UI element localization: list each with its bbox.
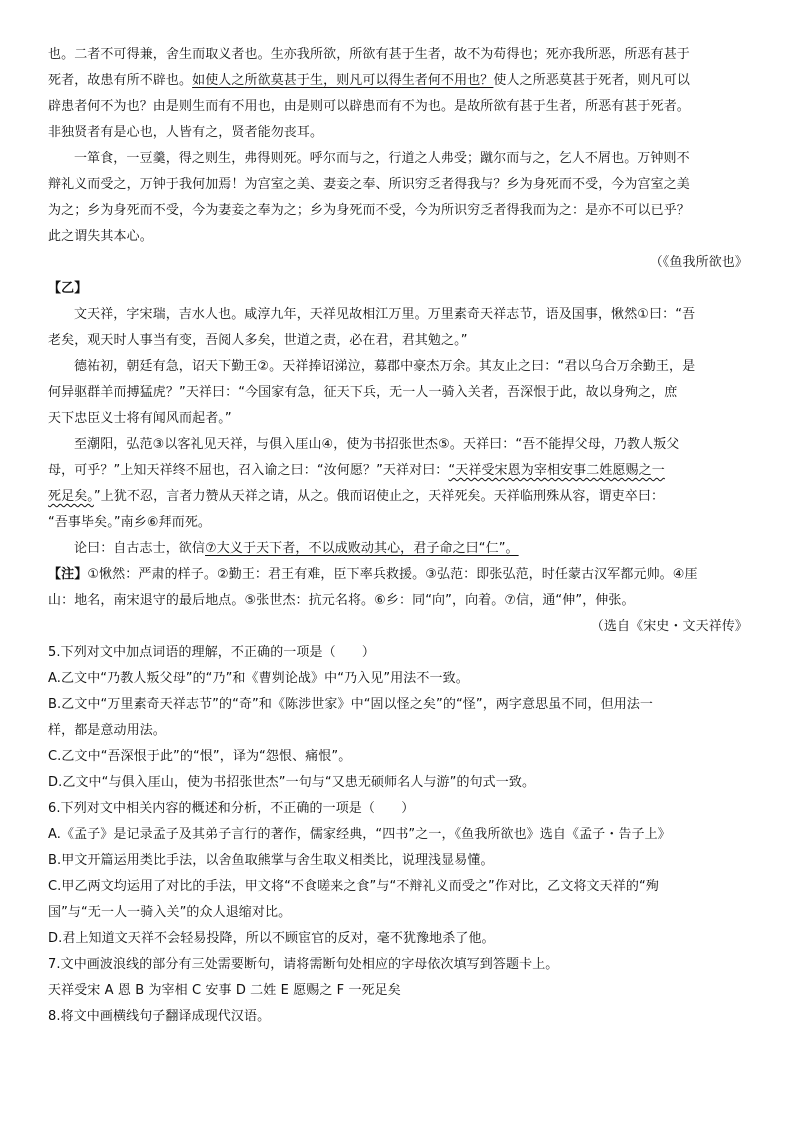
notes-label: 【注】 — [48, 567, 88, 582]
passage-a-line: 非独贤者有是心也，人皆有之，贤者能勿丧耳。 — [48, 125, 324, 140]
passage-b-line: 何异驱群羊而搏猛虎？”天祥曰：“今国家有急，征天下兵，无一人一骑入关者，吾深恨于此，故以身殉之，庶 — [48, 385, 678, 400]
passage-b-line: 老矣，观天时人事当有变，吾阅人多矣，世道之责，必在君，君其勉之。” — [48, 333, 468, 348]
wavy-underlined-text: 死足矣。 — [48, 489, 94, 504]
passage-a-line — [48, 68, 748, 94]
q6-option-a: A.《孟子》是记录孟子及其弟子言行的著作，儒家经典，“四书”之一，《鱼我所欲也》选自《孟子・告子上》 — [48, 827, 671, 842]
q5-option-a: A.乙文中“乃教人叛父母”的“乃”和《曹刿论战》中“乃入见”用法不一致。 — [48, 671, 469, 686]
q6-option-c-cont: 国”与“无一人一骑入关”的众人退缩对比。 — [48, 905, 292, 920]
passage-a-line: 辟患者何不为也？由是则生而有不用也，由是则可以辟患而有不为也。是故所欲有甚于生者，所恶有甚于死者。 — [48, 99, 690, 114]
q5-option-c: C.乙文中“吾深恨于此”的“恨”，译为“怨恨、痛恨”。 — [48, 749, 352, 764]
passage-b-line — [48, 536, 748, 562]
notes-line: 山：地名，南宋退守的最后地点。⑤张世杰：抗元名将。⑥乡：同“向”，向着。⑦信，通“伸”，伸张。 — [48, 593, 635, 608]
underlined-sentence: ⑦大义于天下者，不以成败动其心，君子命之曰“仁”。 — [205, 541, 519, 556]
passage-b-line — [48, 458, 748, 484]
passage-a-line: 一箪食，一豆羹，得之则生，弗得则死。呼尔而与之，行道之人弗受；蹴尔而与之，乞人不屑也。万钟则不 — [74, 151, 690, 166]
passage-b-source: （选自《宋史・文天祥传》 — [590, 619, 748, 634]
passage-a-line: 也。二者不可得兼，舍生而取义者也。生亦我所欲，所欲有甚于生者，故不为苟得也；死亦我所恶，所恶有甚于 — [48, 47, 690, 62]
question-5: 5.下列对文中加点词语的理解，不正确的一项是（ ） — [48, 645, 376, 660]
passage-b-line: 至潮阳，弘范③以客礼见天祥，与俱入厓山④，使为书招张世杰⑤。天祥曰：“吾不能捍父母，乃教人叛父 — [74, 437, 680, 452]
question-7: 7.文中画波浪线的部分有三处需要断句，请将需断句处相应的字母依次填写到答题卡上。 — [48, 957, 559, 972]
passage-a-line: 辩礼义而受之，万钟于我何加焉！为宫室之美、妻妾之奉、所识穷乏者得我与？乡为身死而不受，今为宫室之美 — [48, 177, 690, 192]
question-6: 6.下列对文中相关内容的概述和分析，不正确的一项是（ ） — [48, 801, 415, 816]
document-page — [48, 42, 748, 1030]
passage-b-line: 文天祥，字宋瑞，吉水人也。咸淳九年，天祥见故相江万里。万里素奇天祥志节，语及国事，愀然①曰：“吾 — [74, 307, 696, 322]
text-span: 母，可乎？”上知天祥终不屈也，召入谕之曰：“汝何愿？”天祥对曰： — [48, 463, 449, 478]
notes-text: ①愀然：严肃的样子。②勤王：君王有难，臣下率兵救援。③弘范：即张弘范，时任蒙古汉军都元帅。④厓 — [87, 567, 698, 582]
q5-option-b-cont: 样，都是意动用法。 — [48, 723, 166, 738]
passage-b-label: 【乙】 — [48, 281, 88, 296]
q6-option-d: D.君上知道文天祥不会轻易投降，所以不顾宦官的反对，毫不犹豫地杀了他。 — [48, 931, 495, 946]
passage-a-line: 为之；乡为身死而不受，今为妻妾之奉为之；乡为身死而不受，今为所识穷乏者得我而为之：是亦不可以已乎？ — [48, 203, 690, 218]
text-span: 论曰：自古志士，欲信 — [74, 541, 206, 556]
question-8: 8.将文中画横线句子翻译成现代汉语。 — [48, 1009, 271, 1024]
q5-option-b: B.乙文中“万里素奇天祥志节”的“奇”和《陈涉世家》中“固以怪之矣”的“怪”，两字意思虽不同，但用法一 — [48, 697, 654, 712]
passage-a-source: （《鱼我所欲也》 — [649, 255, 748, 270]
passage-b-line: 德祐初，朝廷有急，诏天下勤王②。天祥捧诏涕泣，募郡中豪杰万余。其友止之曰：“君以乌合万余勤王，是 — [74, 359, 696, 374]
text-span: 死者，故患有所不辟也。 — [48, 73, 193, 88]
q7-punctuation-text: 天祥受宋 A 恩 B 为宰相 C 安事 D 二姓 E 愿赐之 F 一死足矣 — [48, 983, 401, 998]
wavy-underlined-text: “天祥受宋恩为宰相安事二姓愿赐之一 — [448, 463, 665, 478]
text-span: ”上犹不忍，言者力赞从天祥之请，从之。俄而诏使止之，天祥死矣。天祥临刑殊从容，谓吏卒曰： — [93, 489, 665, 504]
passage-b-line: “吾事毕矣。”南乡⑥拜而死。 — [48, 515, 212, 530]
passage-b-line: 天下忠臣义士将有闻风而起者。” — [48, 411, 232, 426]
text-span: 使人之所恶莫甚于死者，则凡可以 — [493, 73, 690, 88]
q5-option-d: D.乙文中“与俱入厓山，使为书招张世杰”一句与“又患无硕师名人与游”的句式一致。 — [48, 775, 536, 790]
passage-b-line — [48, 484, 748, 510]
notes-line — [48, 562, 748, 588]
underlined-sentence: 如使人之所欲莫甚于生，则凡可以得生者何不用也？ — [192, 73, 494, 88]
q6-option-c: C.甲乙两文均运用了对比的手法，甲文将“不食嗟来之食”与“不辩礼义而受之”作对比，乙文将文天祥的“殉 — [48, 879, 659, 894]
q6-option-b: B.甲文开篇运用类比手法，以舍鱼取熊掌与舍生取义相类比，说理浅显易懂。 — [48, 853, 494, 868]
passage-a-line: 此之谓失其本心。 — [48, 229, 153, 244]
